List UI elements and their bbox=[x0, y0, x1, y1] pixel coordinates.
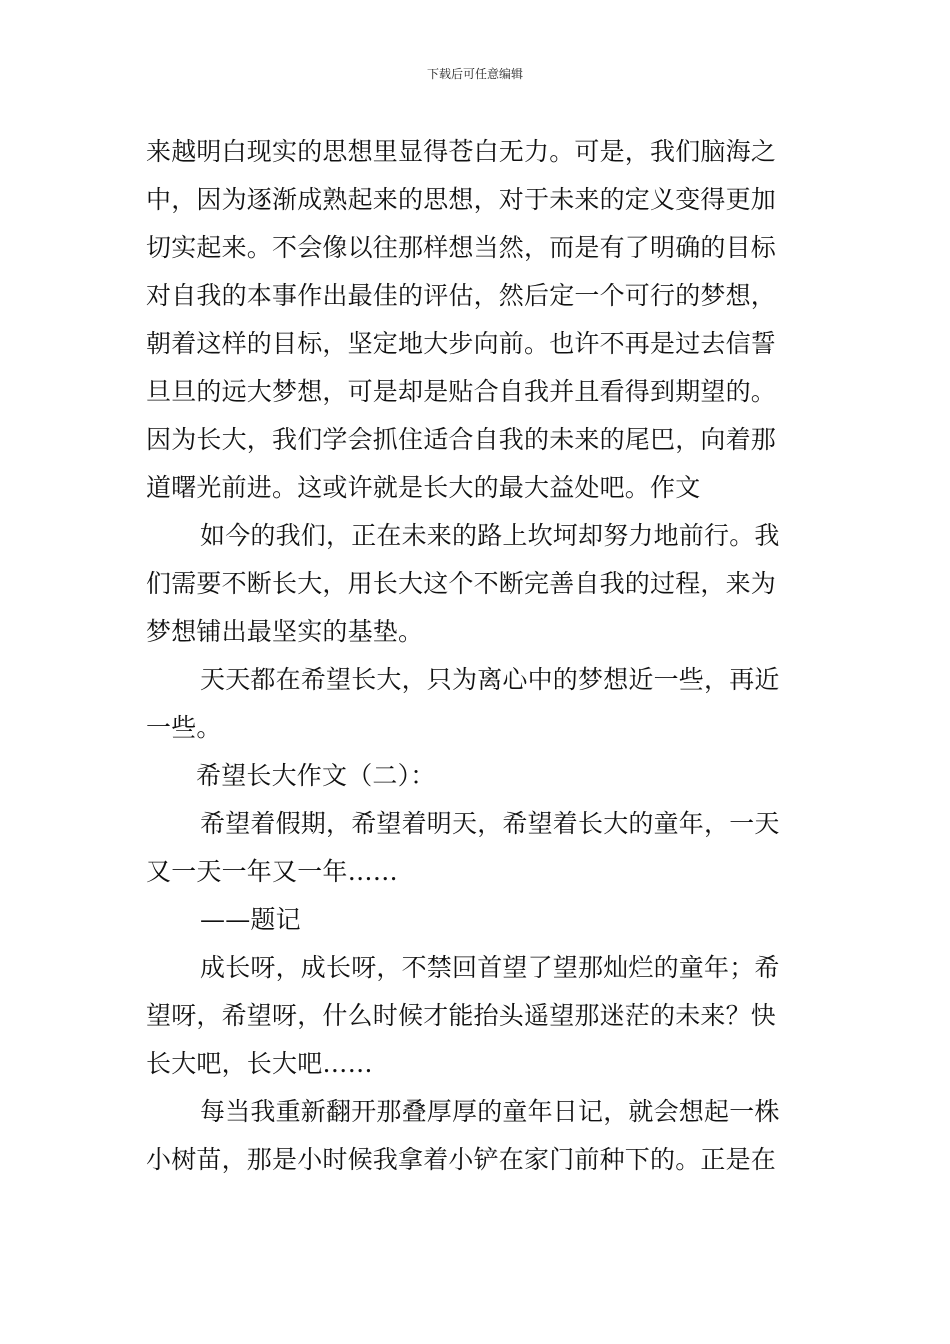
text-line: 朝着这样的目标，坚定地大步向前。也许不再是过去信誓 bbox=[146, 329, 777, 358]
text-line: 道曙光前进。这或许就是长大的最大益处吧。作文 bbox=[146, 473, 701, 502]
text-line: 们需要不断长大，用长大这个不断完善自我的过程，来为 bbox=[146, 569, 777, 598]
epigraph-attribution: ——题记 bbox=[200, 905, 301, 934]
text-line: 望呀，希望呀，什么时候才能抬头遥望那迷茫的未来？快 bbox=[146, 1001, 777, 1030]
text-line: 中，因为逐渐成熟起来的思想，对于未来的定义变得更加 bbox=[146, 185, 777, 214]
text-line: 对自我的本事作出最佳的评估，然后定一个可行的梦想， bbox=[146, 281, 777, 310]
text-line: 梦想铺出最坚实的基垫。 bbox=[146, 617, 424, 646]
text-line: 一些。 bbox=[146, 713, 222, 742]
paragraph-first-line: 希望着假期，希望着明天，希望着长大的童年，一天 bbox=[200, 809, 780, 838]
text-line: 来越明白现实的思想里显得苍白无力。可是，我们脑海之 bbox=[146, 137, 777, 166]
document-body bbox=[146, 128, 810, 1184]
paragraph-first-line: 天天都在希望长大，只为离心中的梦想近一些，再近 bbox=[200, 665, 780, 694]
text-line: 小树苗，那是小时候我拿着小铲在家门前种下的。正是在 bbox=[146, 1145, 777, 1174]
paragraph-first-line: 成长呀，成长呀，不禁回首望了望那灿烂的童年；希 bbox=[200, 953, 780, 982]
section-heading: 希望长大作文（二）： bbox=[196, 761, 436, 790]
page-header: 下载后可任意编辑 bbox=[426, 67, 523, 81]
paragraph-first-line: 如今的我们，正在未来的路上坎坷却努力地前行。我 bbox=[200, 521, 780, 550]
text-line: 又一天一年又一年…… bbox=[146, 857, 399, 886]
text-line: 切实起来。不会像以往那样想当然，而是有了明确的目标 bbox=[146, 233, 777, 262]
text-line: 因为长大，我们学会抓住适合自我的未来的尾巴，向着那 bbox=[146, 425, 777, 454]
paragraph-first-line: 每当我重新翻开那叠厚厚的童年日记，就会想起一株 bbox=[200, 1097, 780, 1126]
text-line: 长大吧，长大吧…… bbox=[146, 1049, 373, 1078]
text-line: 旦旦的远大梦想，可是却是贴合自我并且看得到期望的。 bbox=[146, 377, 777, 406]
